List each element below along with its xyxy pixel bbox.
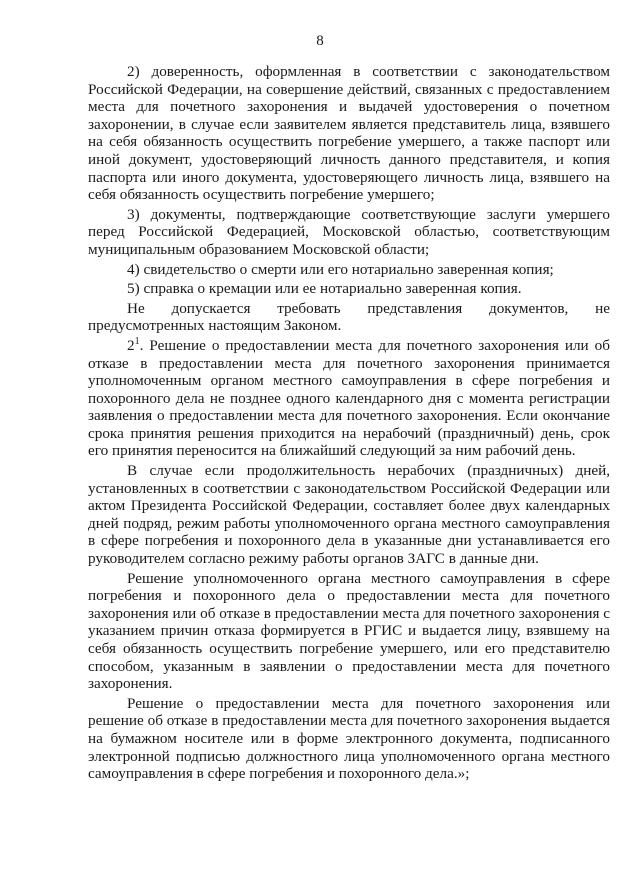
page-number: 8 [316,33,324,49]
paragraph-item-2-power-of-attorney: 2) доверенность, оформленная в соответствии с законодательством Российской Федерации, на совершение действий, связанных с предоставлением места для почетного захоронения и выдачей удостоверения о почетном захоронении, в случае если заявителем является представитель лица, взявшего на себя обязанность осуществить погребение умершего, а также паспорт или иной документ, удостоверяющий личность данного представителя, и копия паспорта или иного документа, удостоверяющего личность лица, взявшего на себя обязанность осуществить погребение умершего; [88,63,610,204]
paragraph-item-5-cremation-certificate: 5) справка о кремации или ее нотариально заверенная копия. [127,280,522,298]
section-2-1-decision [88,337,610,460]
section-number: 2 [127,336,135,354]
document-body [88,63,610,783]
paragraph-holiday-schedule: В случае если продолжительность нерабочих (праздничных) дней, установленных в соответствии с законодательством Российской Федерации или актом Президента Российской Федерации, составляет более двух календарных дней подряд, режим работы уполномоченного органа местного самоуправления в сфере погребения и похоронного дела в указанные дни устанавливается его руководителем согласно режиму работы органов ЗАГС в данные дни. [88,462,610,568]
paragraph-no-extra-documents: Не допускается требовать представления документов, не предусмотренных настоящим Законом. [88,299,610,335]
paragraph-decision-format: Решение о предоставлении места для почетного захоронения или решение об отказе в предоставлении места для почетного захоронения выдается на бумажном носителе или в форме электронного документа, подписанного электронной подписью должностного лица уполномоченного органа местного самоуправления в сфере погребения и похоронного дела.»; [88,694,610,783]
paragraph-item-4-death-certificate: 4) свидетельство о смерти или его нотариально заверенная копия; [127,260,554,278]
section-superscript: 1 [134,335,140,347]
paragraph-decision-issuance: Решение уполномоченного органа местного самоуправления в сфере погребения и похоронного дела о предоставлении места для почетного захоронения или об отказе в предоставлении места для почетного захоронения с указанием причин отказа формируется в РГИС и выдается лицу, взявшему на себя обязанность осуществить погребение умершего, или его представителю способом, указанным в заявлении о предоставлении места для почетного захоронения. [88,569,610,693]
section-text: . Решение о предоставлении места для почетного захоронения или об отказе в предоставлении места для почетного захоронения принимается уполномоченным органом местного самоуправления в сфере погребения и похоронного дела не позднее одного календарного дня с момента регистрации заявления о предоставлении места для почетного захоронения. Если окончание срока принятия решения приходится на нерабочий (праздничный) день, срок его принятия переносится на ближайший следующий за ним рабочий день. [88,336,610,460]
paragraph-item-3-merit-documents: 3) документы, подтверждающие соответствующие заслуги умершего перед Российской Федерацией, Московской областью, соответствующим муниципальным образованием Московской области; [88,205,610,258]
